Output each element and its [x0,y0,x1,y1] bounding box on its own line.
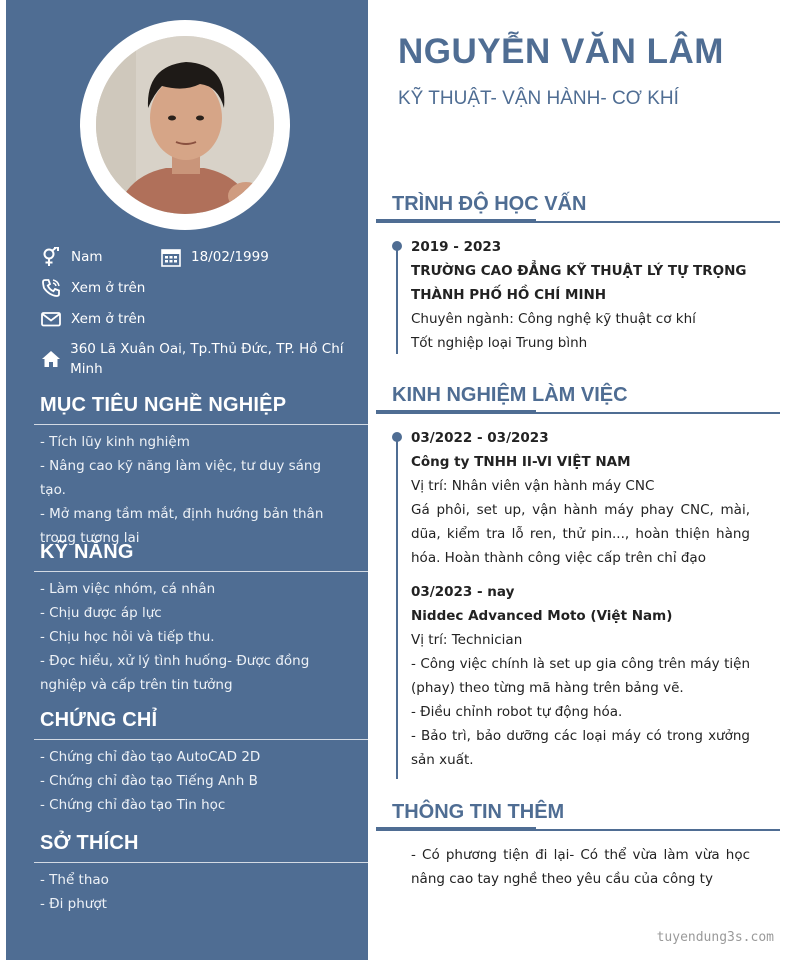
list-item: - Tích lũy kinh nghiệm [40,434,190,450]
experience-title: KINH NGHIỆM LÀM VIỆC [392,384,628,406]
education-result: Tốt nghiệp loại Trung bình [411,335,588,351]
job-entry [411,426,750,570]
gender-icon [40,246,62,268]
gender-row [40,246,103,268]
timeline-dot [392,241,402,251]
objective-divider [34,424,368,425]
job-detail: - Công việc chính là set up gia công trên máy tiện (phay) theo từng mã hàng trên bảng vẽ. [411,656,750,696]
education-divider [376,221,780,223]
certificates-title: CHỨNG CHỈ [40,709,158,731]
list-item: - Đọc hiểu, xử lý tình huống- Được đồng nghiệp và cấp trên tin tưởng [40,653,310,693]
phone-icon [40,277,62,299]
hobbies-divider [34,862,368,863]
job-position: Vị trí: Technician [411,632,523,648]
job-company: Niddec Advanced Moto (Việt Nam) [411,608,673,624]
phone-row [40,277,145,299]
avatar [80,20,290,230]
profile-photo [96,36,274,214]
list-item: - Chứng chỉ đào tạo Tiếng Anh B [40,773,258,789]
skills-list [40,577,350,697]
list-item: - Nâng cao kỹ năng làm việc, tư duy sáng tạo. [40,458,322,498]
home-icon [40,348,61,370]
list-item: - Mở mang tầm mắt, định hướng bản thân trong tương lai [40,506,324,546]
education-entry [411,235,750,355]
job-detail: - Bảo trì, bảo dưỡng các loại máy có trong xưởng sản xuất. [411,728,750,768]
timeline-dot [392,432,402,442]
extra-text: - Có phương tiện đi lại- Có thể vừa làm vừa học nâng cao tay nghề theo yêu cầu của công ty [411,847,750,887]
job-company: Công ty TNHH II-VI VIỆT NAM [411,454,631,470]
job-entry [411,580,750,772]
email-icon [40,308,62,330]
address-row [40,339,368,379]
education-school: TRƯỜNG CAO ĐẲNG KỸ THUẬT LÝ TỰ TRỌNG THÀNH PHỐ HỒ CHÍ MINH [411,263,747,303]
skills-divider [34,571,368,572]
calendar-icon [160,246,182,268]
experience-timeline [396,437,398,779]
dob-row [160,246,269,268]
watermark: tuyendung3s.com [656,930,774,945]
hobbies-title: SỞ THÍCH [40,832,139,854]
job-position: Vị trí: Nhân viên vận hành máy CNC [411,478,655,494]
dob-text: 18/02/1999 [191,249,269,265]
education-period: 2019 - 2023 [411,239,502,255]
address-text: 360 Lã Xuân Oai, Tp.Thủ Đức, TP. Hồ Chí Minh [70,341,344,377]
phone-text: Xem ở trên [71,280,146,296]
list-item: - Chứng chỉ đào tạo Tin học [40,797,226,813]
candidate-name: NGUYỄN VĂN LÂM [398,32,724,71]
job-detail: - Điều chỉnh robot tự động hóa. [411,704,623,720]
hobbies-list [40,868,350,916]
list-item: - Chịu học hỏi và tiếp thu. [40,629,215,645]
gender-text: Nam [71,249,103,265]
education-timeline [396,246,398,354]
email-text: Xem ở trên [71,311,146,327]
objective-list [40,430,350,550]
extra-divider [376,829,780,831]
skills-title: KỸ NĂNG [40,541,134,563]
list-item: - Thể thao [40,872,109,888]
extra-title: THÔNG TIN THÊM [392,801,565,823]
list-item: - Làm việc nhóm, cá nhân [40,581,216,597]
education-major: Chuyên ngành: Công nghệ kỹ thuật cơ khí [411,311,696,327]
list-item: - Chịu được áp lực [40,605,162,621]
job-period: 03/2022 - 03/2023 [411,430,549,446]
extra-entry [411,843,750,891]
objective-title: MỤC TIÊU NGHỀ NGHIỆP [40,394,287,416]
experience-divider [376,412,780,414]
education-title: TRÌNH ĐỘ HỌC VẤN [392,193,587,215]
job-detail: Gá phôi, set up, vận hành máy phay CNC, mài, dũa, kiểm tra lỗ ren, thử pin..., hoàn thiện hàng hóa. Hoàn thành công việc cấp trên chỉ đạo [411,502,750,566]
list-item: - Đi phượt [40,896,107,912]
sidebar [6,0,368,960]
candidate-role: KỸ THUẬT- VẬN HÀNH- CƠ KHÍ [398,88,679,109]
list-item: - Chứng chỉ đào tạo AutoCAD 2D [40,749,261,765]
certificates-list [40,745,350,817]
job-period: 03/2023 - nay [411,584,515,600]
certificates-divider [34,739,368,740]
email-row [40,308,145,330]
